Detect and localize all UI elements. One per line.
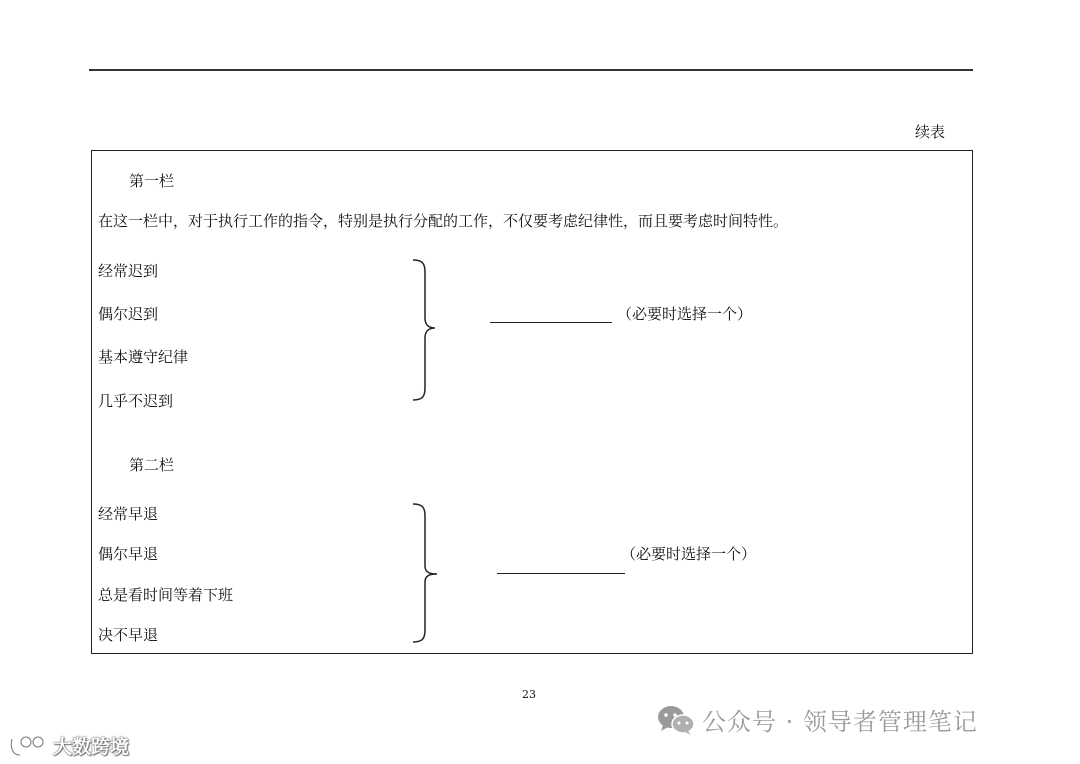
section2-option-2: 偶尔早退 [98, 545, 159, 563]
wechat-watermark-text: 公众号 · 领导者管理笔记 [702, 708, 978, 736]
continued-label: 续表 [915, 123, 946, 141]
wechat-icon [656, 704, 696, 736]
section2-title: 第二栏 [129, 456, 175, 474]
wechat-watermark [656, 702, 978, 737]
section2-answer-line[interactable] [497, 573, 625, 574]
brand-watermark-text: 大数跨境 [53, 736, 130, 758]
section2-option-3: 总是看时间等着下班 [98, 586, 234, 604]
section1-option-1: 经常迟到 [98, 262, 159, 280]
page-number: 23 [522, 688, 536, 701]
section1-option-4: 几乎不迟到 [98, 392, 174, 410]
brand-watermark [8, 732, 129, 759]
brand-logo-icon [8, 733, 50, 759]
section2-brace [410, 502, 442, 644]
section1-answer-line[interactable] [490, 322, 612, 323]
section1-option-3: 基本遵守纪律 [98, 348, 189, 366]
section1-note: （必要时选择一个） [617, 305, 753, 323]
section1-instruction: 在这一栏中，对于执行工作的指令，特别是执行分配的工作，不仅要考虑纪律性，而且要考虑时间特性。 [98, 212, 789, 230]
top-rule [89, 69, 973, 71]
section1-option-2: 偶尔迟到 [98, 305, 159, 323]
section1-title: 第一栏 [129, 172, 175, 190]
section2-option-4: 决不早退 [98, 626, 159, 644]
section2-note: （必要时选择一个） [621, 545, 757, 563]
section1-brace [410, 258, 440, 402]
section2-option-1: 经常早退 [98, 505, 159, 523]
